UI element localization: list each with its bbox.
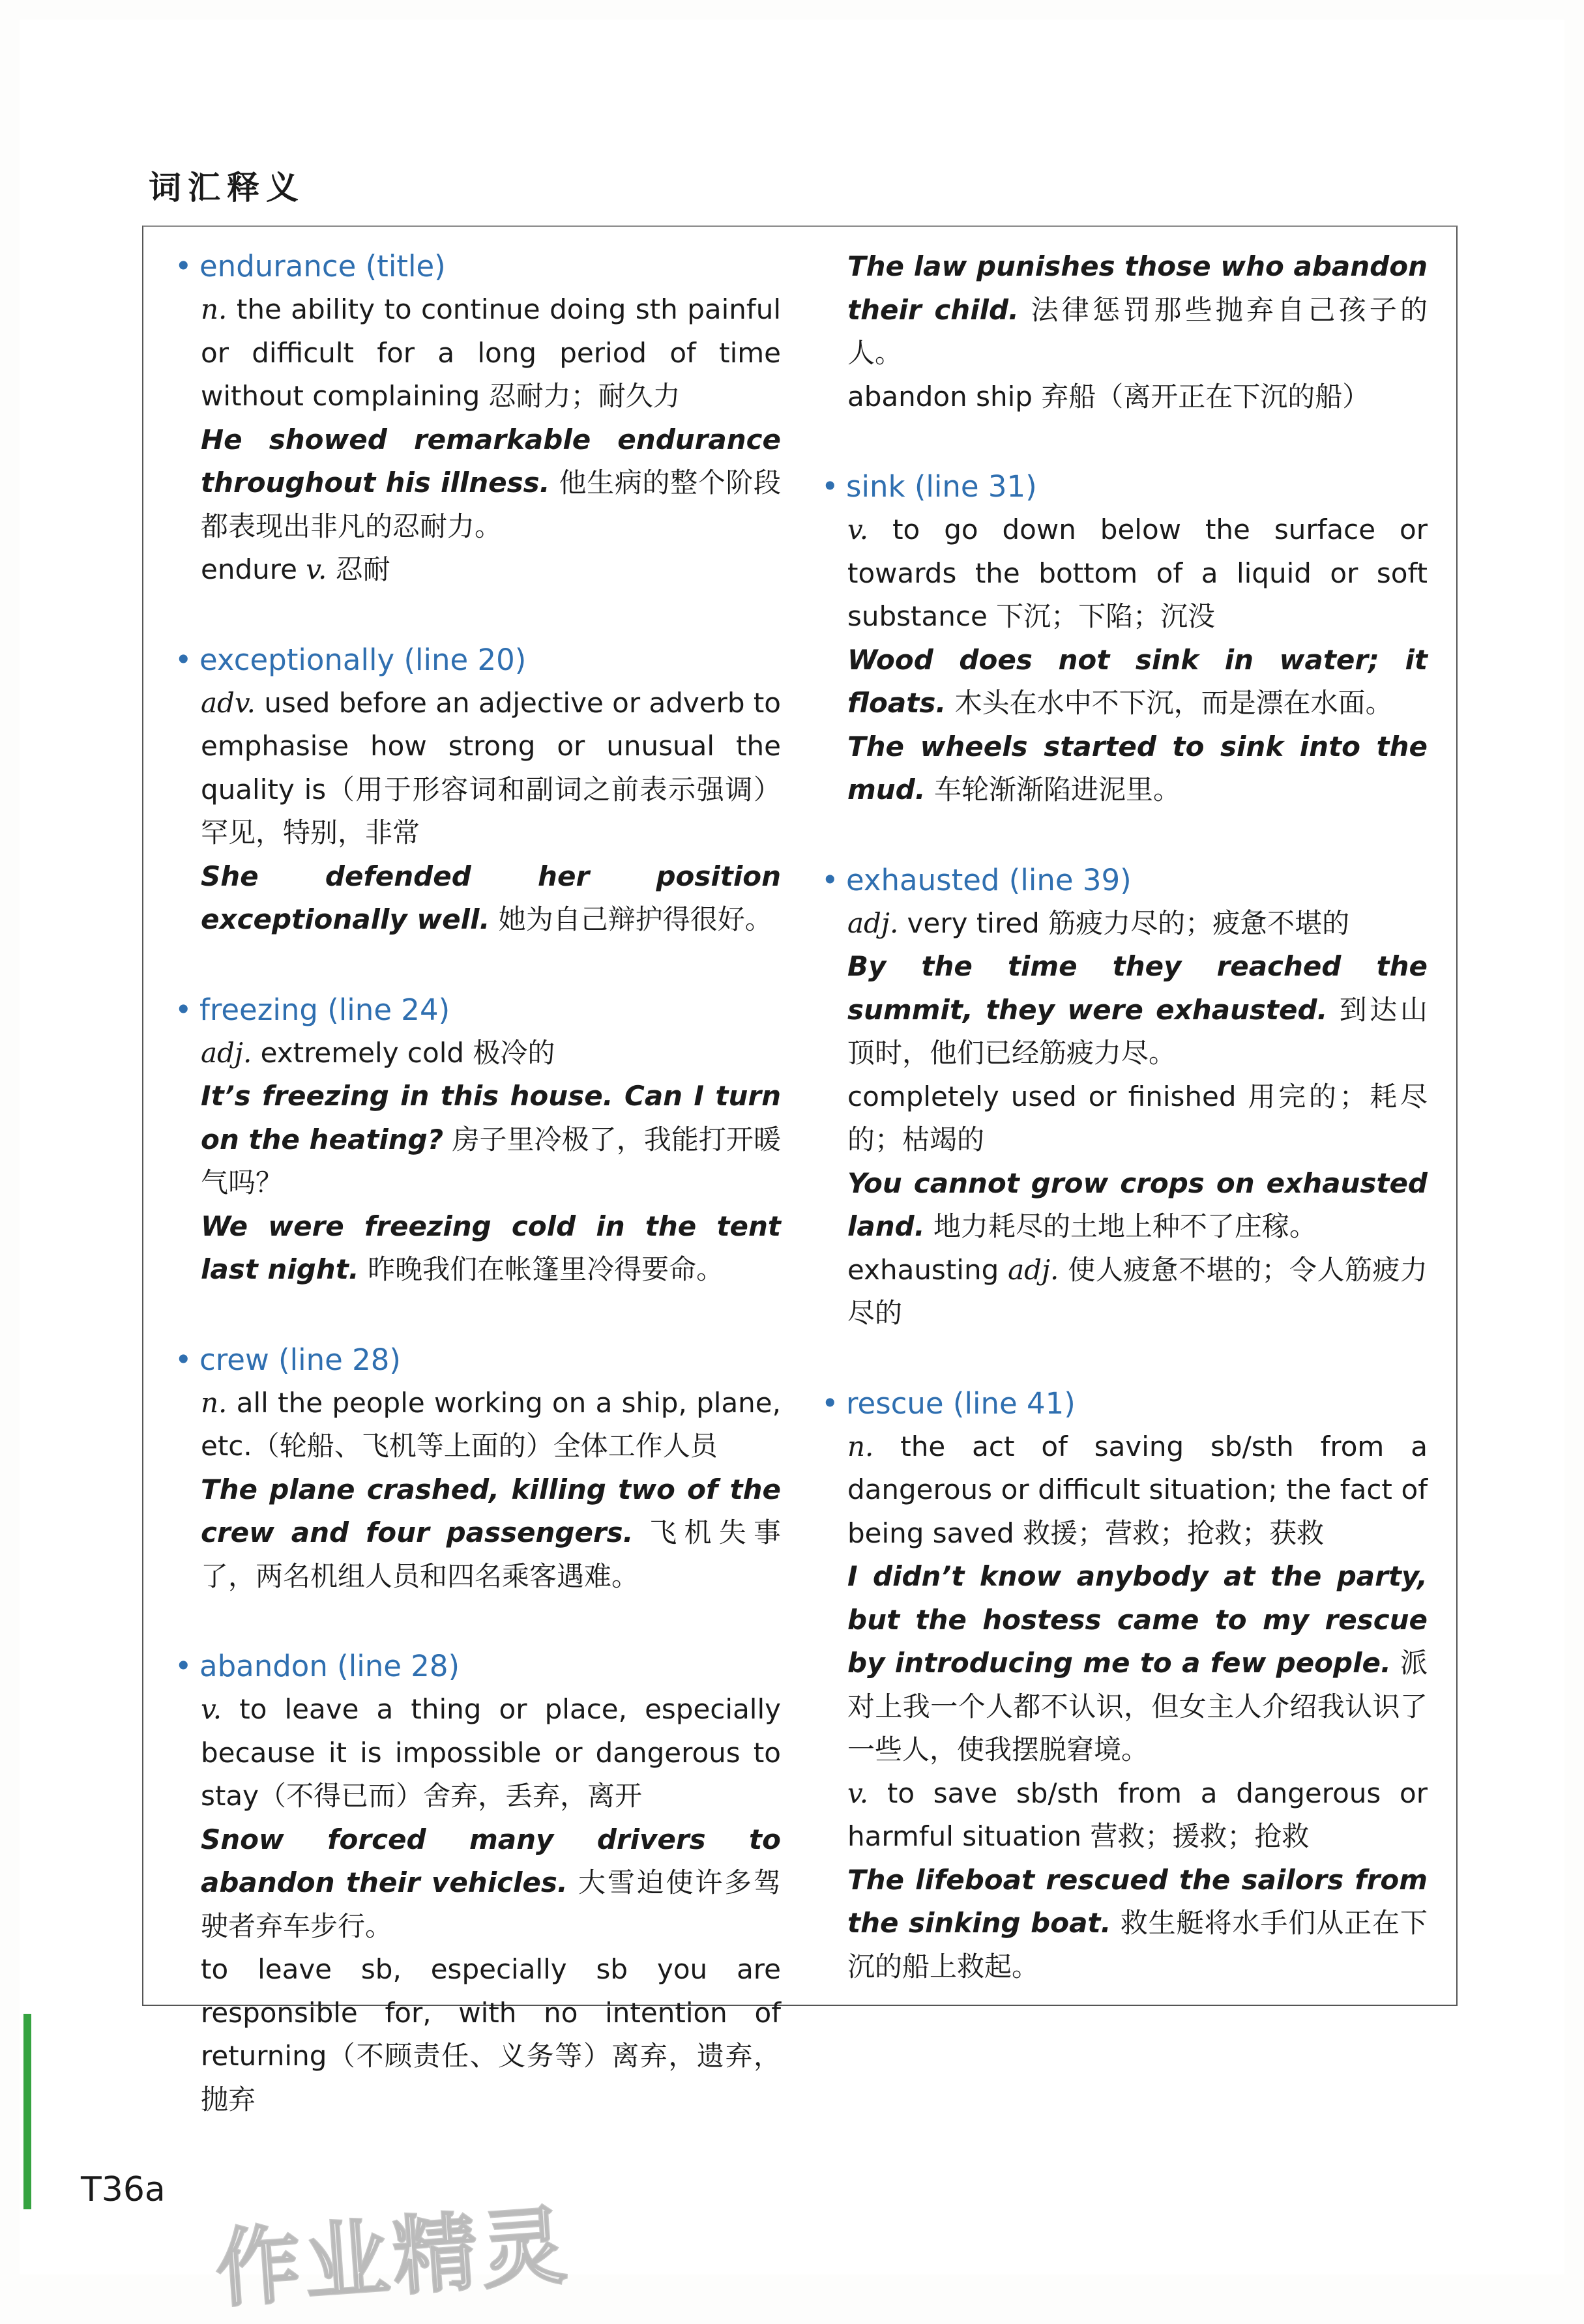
example-translation: 救生艇将水手们从正在下沉的船上救起。 (847, 1907, 1428, 1983)
vocab-headword: • endurance (title) (175, 245, 781, 288)
vocab-headword: • exceptionally (line 20) (175, 639, 781, 682)
vocab-entry (821, 245, 1428, 418)
vocabulary-box (142, 225, 1458, 2115)
example-translation: 大雪迫使许多驾驶者弃车步行。 (201, 1866, 781, 1942)
vocab-definition-body (821, 1425, 1428, 1989)
watermark: 作业精灵 (213, 2196, 574, 2319)
example-sentence: The law punishes those who abandon their child. (847, 250, 1428, 326)
part-of-speech: v. (306, 553, 327, 585)
definition-text: to leave a thing or place, especially because it is impossible or dangerous to stay（不得已而）舍弃，丢弃，离开 (201, 1693, 781, 1812)
vocab-definition-body (821, 902, 1428, 1335)
definition-line (847, 1859, 1428, 1989)
vocab-entry (821, 1382, 1428, 1989)
example-translation: 法律惩罚那些抛弃自己孩子的人。 (847, 293, 1428, 369)
part-of-speech: v. (201, 1693, 222, 1725)
definition-line (201, 1075, 781, 1205)
part-of-speech: n. (201, 1386, 227, 1419)
example-sentence: Wood does not sink in water; it floats. (847, 643, 1428, 719)
example-translation: 到达山顶时，他们已经筋疲力尽。 (847, 993, 1428, 1069)
example-sentence: It’s freezing in this house. Can I turn on the heating? (201, 1080, 781, 1155)
definition-text: all the people working on a ship, plane, etc.（轮船、飞机等上面的）全体工作人员 (201, 1386, 781, 1462)
part-of-speech: adj. (201, 1036, 252, 1069)
plain-text: endure (201, 553, 306, 585)
example-sentence: We were freezing cold in the tent last night. (201, 1210, 781, 1285)
vocab-entry (821, 859, 1428, 1335)
plain-text: abandon ship 弃船（离开正在下沉的船） (847, 380, 1370, 413)
example-translation: 地力耗尽的土地上种不了庄稼。 (924, 1210, 1317, 1242)
example-sentence: The lifeboat rescued the sailors from the sinking boat. (847, 1863, 1428, 1939)
vocab-definition-body (175, 288, 781, 592)
definition-line (847, 1772, 1428, 1859)
definition-text: to go down below the surface or towards the bottom of a liquid or soft substance 下沉；下陷；沉没 (847, 514, 1428, 632)
example-translation: 昨晚我们在帐篷里冷得要命。 (359, 1253, 724, 1285)
example-sentence: I didn’t know anybody at the party, but the hostess came to my rescue by introducing me to a few people. (847, 1560, 1428, 1679)
definition-line (201, 1818, 781, 1949)
definition-line (847, 1555, 1428, 1772)
vocab-entry (175, 639, 781, 942)
example-translation: 车轮渐渐陷进泥里。 (925, 774, 1181, 806)
definition-line (847, 945, 1428, 1075)
definition-line (847, 245, 1428, 375)
part-of-speech: n. (847, 1430, 874, 1462)
plain-text: completely used or finished 用完的；耗尽的；枯竭的 (847, 1080, 1428, 1155)
example-sentence: You cannot grow crops on exhausted land. (847, 1167, 1428, 1242)
definition-line (847, 375, 1428, 419)
definition-line (201, 1948, 781, 2121)
definition-line (201, 682, 781, 855)
part-of-speech: n. (201, 293, 227, 325)
definition-text: 忍耐 (327, 553, 390, 585)
part-of-speech: adv. (201, 686, 256, 719)
example-translation: 他生病的整个阶段都表现出非凡的忍耐力。 (201, 467, 781, 542)
example-translation: 飞机失事了，两名机组人员和四名乘客遇难。 (201, 1517, 781, 1592)
example-sentence: Snow forced many drivers to abandon their vehicles. (201, 1823, 781, 1898)
vocab-headword: • rescue (line 41) (821, 1382, 1428, 1425)
definition-line (847, 1162, 1428, 1249)
definition-text: to save sb/sth from a dangerous or harmful situation 营救；援救；抢救 (847, 1777, 1428, 1852)
example-sentence: She defended her position exceptionally well. (201, 860, 781, 935)
vocab-definition-body (821, 245, 1428, 418)
definition-line (201, 855, 781, 942)
vocab-headword: • crew (line 28) (175, 1339, 781, 1382)
side-color-bar (23, 2014, 31, 2209)
example-translation: 木头在水中不下沉，而是漂在水面。 (946, 687, 1393, 719)
plain-text: to leave sb, especially sb you are responsible for, with no intention of returning（不顾责任、义务等）离弃，遗弃，抛弃 (201, 1953, 781, 2115)
definition-line (201, 548, 781, 592)
example-sentence: The plane crashed, killing two of the crew and four passengers. (201, 1473, 781, 1548)
definition-line (201, 288, 781, 418)
definition-text: 使人疲惫不堪的；令人筋疲力尽的 (847, 1253, 1428, 1329)
vocab-entry (821, 465, 1428, 812)
example-sentence: He showed remarkable endurance throughout his illness. (201, 423, 781, 499)
page-heading: 词汇释义 (149, 169, 305, 207)
vocab-headword: • exhausted (line 39) (821, 859, 1428, 902)
definition-line (847, 639, 1428, 725)
example-sentence: By the time they reached the summit, they were exhausted. (847, 950, 1428, 1026)
example-sentence: The wheels started to sink into the mud. (847, 730, 1428, 806)
definition-text: very tired 筋疲力尽的；疲惫不堪的 (898, 907, 1350, 939)
vocab-definition-body (821, 508, 1428, 812)
vocab-definition-body (175, 682, 781, 942)
definition-text: used before an adjective or adverb to emphasise how strong or unusual the quality is（用于形容词和副词之前表示强调）罕见，特别，非常 (201, 686, 781, 849)
right-column (821, 245, 1428, 2035)
definition-text: the ability to continue doing sth painful or difficult for a long period of time without complaining 忍耐力；耐久力 (201, 293, 781, 412)
vocab-headword: • sink (line 31) (821, 465, 1428, 508)
vocab-headword: • abandon (line 28) (175, 1645, 781, 1688)
vocab-headword: • freezing (line 24) (175, 989, 781, 1032)
example-translation: 派对上我一个人都不认识，但女主人介绍我认识了一些人，使我摆脱窘境。 (847, 1647, 1428, 1765)
definition-line (201, 1205, 781, 1292)
definition-line (201, 1688, 781, 1818)
definition-line (847, 725, 1428, 812)
vocab-definition-body (175, 1688, 781, 2121)
part-of-speech: v. (847, 514, 869, 545)
part-of-speech: v. (847, 1777, 869, 1809)
definition-line (201, 1468, 781, 1599)
definition-text: the act of saving sb/sth from a dangerous or difficult situation; the fact of being saved 救援；营救；抢救；获救 (847, 1430, 1428, 1549)
example-translation: 她为自己辩护得很好。 (490, 903, 772, 935)
definition-line (847, 1425, 1428, 1556)
definition-line (847, 1249, 1428, 1335)
vocab-definition-body (175, 1032, 781, 1292)
vocab-entry (175, 245, 781, 592)
definition-line (847, 1075, 1428, 1162)
definition-line (201, 1032, 781, 1075)
part-of-speech: adj. (1008, 1253, 1059, 1286)
vocab-entry (175, 1645, 781, 2121)
definition-text: extremely cold 极冷的 (252, 1036, 555, 1069)
example-translation: 房子里冷极了，我能打开暖气吗？ (201, 1123, 781, 1198)
definition-line (847, 508, 1428, 639)
part-of-speech: adj. (847, 907, 899, 939)
definition-line (201, 418, 781, 549)
left-column (175, 245, 781, 2168)
plain-text: exhausting (847, 1253, 1008, 1286)
vocab-entry (175, 1339, 781, 1599)
definition-line (201, 1382, 781, 1468)
definition-line (847, 902, 1428, 946)
page-number: T36a (81, 2170, 166, 2209)
vocab-definition-body (175, 1382, 781, 1599)
vocab-entry (175, 989, 781, 1292)
